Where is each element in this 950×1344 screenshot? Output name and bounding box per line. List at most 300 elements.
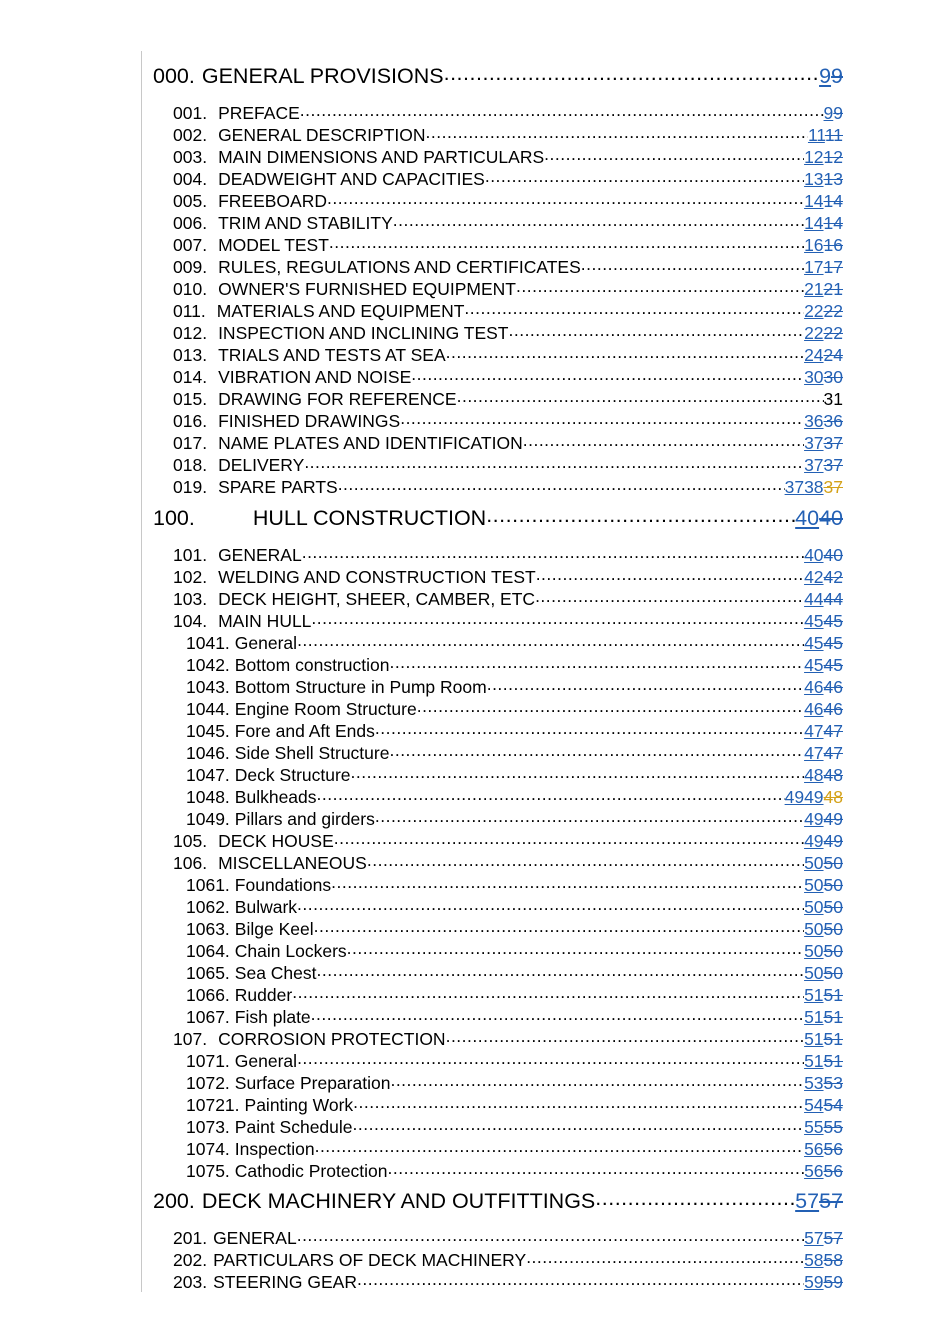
page-number-link[interactable]: 40 xyxy=(804,544,824,565)
entry-number: 006. xyxy=(173,212,208,233)
dot-leader xyxy=(300,101,824,119)
entry-title: Bottom Structure in Pump Room xyxy=(234,676,487,697)
page-number-link[interactable]: 42 xyxy=(804,566,824,587)
toc-entry[interactable] xyxy=(142,277,843,299)
entry-title: Bottom construction xyxy=(234,654,390,675)
page-number-inserted[interactable]: 49 xyxy=(804,786,824,807)
page-number xyxy=(804,191,843,212)
entry-number: 1063. xyxy=(186,918,230,939)
toc-entry[interactable] xyxy=(142,609,843,631)
page-number xyxy=(804,1007,843,1028)
page-number-deleted: 36 xyxy=(823,410,843,431)
entry-number: 1075. xyxy=(186,1160,230,1181)
toc-section xyxy=(141,51,843,497)
page-number-deleted: 24 xyxy=(823,344,843,365)
page-number-link[interactable]: 30 xyxy=(804,366,824,387)
entry-number: 1045. xyxy=(186,720,230,741)
toc-entry[interactable] xyxy=(142,453,843,475)
entry-number: 1047. xyxy=(186,764,230,785)
toc-entry[interactable] xyxy=(142,1049,843,1071)
page-number-deleted: 12 xyxy=(823,146,843,167)
page-number-link[interactable]: 11 xyxy=(807,124,825,145)
toc-entry[interactable] xyxy=(142,895,843,917)
page-number-deleted: 16 xyxy=(823,234,843,255)
page-number-link[interactable]: 51 xyxy=(804,1028,824,1049)
page-number-deleted: 56 xyxy=(823,1138,843,1159)
entry-title: Deck Structure xyxy=(234,764,351,785)
entry-number: 018. xyxy=(173,454,208,475)
entry-title: HULL CONSTRUCTION xyxy=(252,505,487,530)
page-number xyxy=(804,853,843,874)
dot-leader xyxy=(327,189,804,207)
entry-number: 1043. xyxy=(186,676,230,697)
page-number xyxy=(785,787,843,808)
dot-leader xyxy=(389,653,804,671)
page-number-link[interactable]: 37 xyxy=(804,454,824,475)
entry-number: 201. xyxy=(173,1227,208,1248)
entry-title: DECK HEIGHT, SHEER, CAMBER, ETC xyxy=(218,588,536,609)
page-number-deleted: 51 xyxy=(823,984,843,1005)
entry-title: FINISHED DRAWINGS xyxy=(218,410,401,431)
page-number-deleted: 45 xyxy=(823,632,843,653)
page-number-link[interactable]: 57 xyxy=(804,1227,824,1248)
page-number-deleted: 21 xyxy=(823,278,843,299)
page-number-deleted: 51 xyxy=(823,1006,843,1027)
entry-title: NAME PLATES AND IDENTIFICATION xyxy=(218,432,523,453)
page-number-link[interactable]: 9 xyxy=(823,102,834,123)
page-number-link[interactable]: 45 xyxy=(804,610,824,631)
entry-number: 1048. xyxy=(186,786,230,807)
entry-title: MAIN HULL xyxy=(218,610,312,631)
page-number-link[interactable]: 24 xyxy=(804,344,824,365)
dot-leader xyxy=(375,807,804,825)
entry-title: MATERIALS AND EQUIPMENT xyxy=(216,300,465,321)
entry-number: 105. xyxy=(173,830,208,851)
page-number-link[interactable]: 50 xyxy=(804,918,824,939)
page-number xyxy=(804,323,843,344)
entry-title: CORROSION PROTECTION xyxy=(218,1028,446,1049)
page-number-link[interactable]: 57 xyxy=(795,1188,820,1213)
page-number-deleted: 50 xyxy=(823,918,843,939)
page-number-deleted: 59 xyxy=(823,1271,843,1292)
entry-title: MISCELLANEOUS xyxy=(218,852,367,873)
toc-entry[interactable] xyxy=(142,961,843,983)
toc-entry[interactable] xyxy=(142,653,843,675)
dot-leader xyxy=(581,255,804,273)
page-number-link[interactable]: 13 xyxy=(804,168,824,189)
toc-entry[interactable] xyxy=(142,851,843,873)
page-number-deleted: 50 xyxy=(823,896,843,917)
toc-entry[interactable] xyxy=(142,543,843,565)
page-number-link[interactable]: 22 xyxy=(804,300,824,321)
page-number xyxy=(804,345,843,366)
page-number-deleted: 40 xyxy=(819,505,843,530)
page-number-deleted: 58 xyxy=(823,1249,843,1270)
entry-title: MODEL TEST xyxy=(218,234,329,255)
page-number xyxy=(804,875,843,896)
page-number xyxy=(804,1073,843,1094)
dot-leader xyxy=(315,1137,804,1155)
toc-entry[interactable] xyxy=(142,233,843,255)
entry-title: Cathodic Protection xyxy=(234,1160,388,1181)
dot-leader xyxy=(486,503,795,525)
page-number xyxy=(804,1095,843,1116)
page-number-link[interactable]: 48 xyxy=(804,764,824,785)
page-number-link[interactable]: 50 xyxy=(804,896,824,917)
toc-entry[interactable] xyxy=(142,145,843,167)
toc-entry[interactable] xyxy=(142,1270,843,1292)
entry-number: 1062. xyxy=(186,896,230,917)
page-number-link[interactable]: 45 xyxy=(804,632,824,653)
dot-leader xyxy=(375,719,804,737)
entry-number: 200. xyxy=(153,1188,195,1213)
page-number-deleted: 56 xyxy=(823,1160,843,1181)
page-number-link[interactable]: 46 xyxy=(804,698,824,719)
page-number xyxy=(804,411,843,432)
page-number-deleted: 50 xyxy=(823,852,843,873)
dot-leader xyxy=(417,697,804,715)
entry-title: Fish plate xyxy=(234,1006,311,1027)
page-number-deleted: 50 xyxy=(823,940,843,961)
page-number xyxy=(804,963,843,984)
dot-leader xyxy=(444,61,819,83)
entry-title: Chain Lockers xyxy=(234,940,347,961)
page-number xyxy=(804,545,843,566)
dot-leader xyxy=(297,1049,804,1067)
page-number-deleted: 9 xyxy=(831,63,843,88)
page-number-deleted: 42 xyxy=(823,566,843,587)
page-number-link[interactable]: 50 xyxy=(804,940,824,961)
page-number-link[interactable]: 49 xyxy=(804,808,824,829)
toc-entry[interactable] xyxy=(142,917,843,939)
toc-entry[interactable] xyxy=(142,807,843,829)
page-number-link[interactable]: 59 xyxy=(804,1271,824,1292)
page-number xyxy=(804,213,843,234)
entry-title: PREFACE xyxy=(218,102,300,123)
dot-leader xyxy=(544,145,804,163)
page-number xyxy=(804,567,843,588)
toc-entry[interactable] xyxy=(142,431,843,453)
entry-number: 015. xyxy=(173,388,208,409)
page-number-plain: 31 xyxy=(823,388,843,409)
dot-leader xyxy=(390,1071,804,1089)
page-number-link[interactable]: 54 xyxy=(804,1094,824,1115)
page-number-deleted: 30 xyxy=(823,366,843,387)
entry-number: 10721. xyxy=(186,1094,240,1115)
page-number-link[interactable]: 22 xyxy=(804,322,824,343)
page-number-link[interactable]: 45 xyxy=(804,654,824,675)
dot-leader xyxy=(334,829,804,847)
dot-leader xyxy=(595,1186,795,1208)
toc-entry[interactable] xyxy=(142,763,843,785)
entry-number: 009. xyxy=(173,256,208,277)
page-number-link[interactable]: 40 xyxy=(795,505,820,530)
page-number-deleted: 49 xyxy=(823,808,843,829)
page-number-deleted: 47 xyxy=(823,742,843,763)
entry-title: SPARE PARTS xyxy=(218,476,338,497)
toc-entry[interactable] xyxy=(142,255,843,277)
toc-entry[interactable] xyxy=(142,343,843,365)
entry-title: DECK MACHINERY AND OUTFITTINGS xyxy=(201,1188,596,1213)
page-number xyxy=(804,677,843,698)
entry-title: Bulkheads xyxy=(234,786,317,807)
dot-leader xyxy=(314,917,804,935)
page-number xyxy=(804,455,843,476)
page-number xyxy=(804,589,843,610)
entry-title: OWNER'S FURNISHED EQUIPMENT xyxy=(218,278,516,299)
toc-entry[interactable] xyxy=(142,829,843,851)
toc-entry[interactable] xyxy=(142,983,843,1005)
entry-title: Engine Room Structure xyxy=(234,698,417,719)
entry-title: MAIN DIMENSIONS AND PARTICULARS xyxy=(218,146,545,167)
page-number-deleted: 46 xyxy=(823,676,843,697)
page-number-link[interactable]: 55 xyxy=(804,1116,824,1137)
entry-number: 1071. xyxy=(186,1050,230,1071)
page-number-link[interactable]: 53 xyxy=(804,1072,824,1093)
toc-entry[interactable] xyxy=(142,387,843,409)
entry-title: Pillars and girders xyxy=(234,808,375,829)
dot-leader xyxy=(297,895,804,913)
dot-leader xyxy=(304,453,804,471)
page-number-link[interactable]: 49 xyxy=(804,830,824,851)
page-number xyxy=(804,985,843,1006)
page-number-deleted: 13 xyxy=(823,168,843,189)
page-number-deleted: 40 xyxy=(823,544,843,565)
page-number-deleted: 47 xyxy=(823,720,843,741)
toc-entry[interactable] xyxy=(142,101,843,123)
entry-number: 103. xyxy=(173,588,208,609)
toc-entry[interactable] xyxy=(142,939,843,961)
page-number-link[interactable]: 9 xyxy=(819,63,832,88)
entry-title: Sea Chest xyxy=(234,962,317,983)
entry-number: 203. xyxy=(173,1271,208,1292)
toc-entry[interactable] xyxy=(142,167,843,189)
entry-title: Surface Preparation xyxy=(234,1072,391,1093)
entry-number: 004. xyxy=(173,168,208,189)
dot-leader xyxy=(508,321,804,339)
page-number-deleted: 11 xyxy=(824,124,843,145)
dot-leader xyxy=(446,1027,804,1045)
page-number-link[interactable]: 49 xyxy=(784,786,805,807)
entry-title: GENERAL PROVISIONS xyxy=(201,63,444,88)
page-number xyxy=(804,743,843,764)
dot-leader xyxy=(292,983,804,1001)
page-number xyxy=(804,1029,843,1050)
page-number-link[interactable]: 46 xyxy=(804,676,824,697)
dot-leader xyxy=(426,123,808,141)
dot-leader xyxy=(487,675,804,693)
toc-section xyxy=(141,493,843,1181)
dot-leader xyxy=(389,741,804,759)
page-number xyxy=(804,919,843,940)
dot-leader xyxy=(523,431,804,449)
toc-entry[interactable] xyxy=(142,873,843,895)
page-number-link[interactable]: 50 xyxy=(804,962,824,983)
toc-entry[interactable] xyxy=(142,697,843,719)
entry-number: 001. xyxy=(173,102,208,123)
page-number-deleted: 45 xyxy=(823,610,843,631)
page-number-link[interactable]: 50 xyxy=(804,874,824,895)
page-number-link[interactable]: 14 xyxy=(804,212,824,233)
page-number-link[interactable]: 50 xyxy=(804,852,824,873)
entry-number: 1064. xyxy=(186,940,230,961)
entry-number: 202. xyxy=(173,1249,208,1270)
dot-leader xyxy=(357,1270,804,1288)
page-number-deleted: 48 xyxy=(823,764,843,785)
page-number-link[interactable]: 14 xyxy=(804,190,824,211)
toc-entry[interactable] xyxy=(142,1115,843,1137)
entry-number: 1066. xyxy=(186,984,230,1005)
toc-heading[interactable] xyxy=(142,1176,843,1220)
entry-number: 1041. xyxy=(186,632,230,653)
entry-number: 1042. xyxy=(186,654,230,675)
page-number xyxy=(804,831,843,852)
toc-entry[interactable] xyxy=(142,785,843,807)
dot-leader xyxy=(393,211,804,229)
page-number xyxy=(804,257,843,278)
entry-title: GENERAL DESCRIPTION xyxy=(218,124,426,145)
dot-leader xyxy=(317,961,805,979)
toc-section xyxy=(141,1176,843,1292)
page-number-link[interactable]: 12 xyxy=(804,146,824,167)
toc-entry[interactable] xyxy=(142,719,843,741)
entry-title: STEERING GEAR xyxy=(213,1271,357,1292)
entry-number: 106. xyxy=(173,852,208,873)
page-number xyxy=(804,147,843,168)
entry-title: TRIALS AND TESTS AT SEA xyxy=(218,344,446,365)
toc-entry[interactable] xyxy=(142,1093,843,1115)
toc-entry[interactable] xyxy=(142,189,843,211)
toc-entry[interactable] xyxy=(142,675,843,697)
toc-entry[interactable] xyxy=(142,1226,843,1248)
entry-title: General xyxy=(234,632,298,653)
page-number-deleted: 53 xyxy=(823,1072,843,1093)
page-number xyxy=(804,433,843,454)
page-number xyxy=(804,655,843,676)
page-number xyxy=(804,1250,843,1271)
page-number-link[interactable]: 36 xyxy=(804,410,824,431)
toc-entry[interactable] xyxy=(142,1248,843,1270)
toc-entry[interactable] xyxy=(142,1027,843,1049)
entry-title: Foundations xyxy=(234,874,332,895)
page-number xyxy=(824,103,843,124)
dot-leader xyxy=(331,873,804,891)
toc-entry[interactable] xyxy=(142,741,843,763)
page-number xyxy=(804,809,843,830)
page-number xyxy=(819,64,843,89)
toc-entry[interactable] xyxy=(142,631,843,653)
dot-leader xyxy=(536,565,804,583)
page-number-link[interactable]: 51 xyxy=(804,1006,824,1027)
page-number-deleted: 51 xyxy=(823,1050,843,1071)
dot-leader xyxy=(367,851,804,869)
toc-heading[interactable] xyxy=(142,51,843,95)
page-number-inserted[interactable]: 38 xyxy=(804,476,824,497)
entry-title: Fore and Aft Ends xyxy=(234,720,375,741)
page-number-link[interactable]: 16 xyxy=(804,234,824,255)
page-number xyxy=(808,125,843,146)
toc-entry[interactable] xyxy=(142,1137,843,1159)
page-number-deleted-moved: 37 xyxy=(823,476,843,497)
entry-title: FREEBOARD xyxy=(218,190,327,211)
page-number-link[interactable]: 56 xyxy=(804,1138,824,1159)
entry-number: 003. xyxy=(173,146,208,167)
page-number xyxy=(804,633,843,654)
page-number-deleted: 51 xyxy=(823,1028,843,1049)
page-number-deleted: 37 xyxy=(823,454,843,475)
page-number xyxy=(804,169,843,190)
dot-leader xyxy=(353,1093,804,1111)
toc-entry[interactable] xyxy=(142,365,843,387)
toc-entry[interactable] xyxy=(142,409,843,431)
entry-number: 013. xyxy=(173,344,208,365)
toc-entry[interactable] xyxy=(142,1071,843,1093)
entry-title: DECK HOUSE xyxy=(218,830,334,851)
toc-entry[interactable] xyxy=(142,587,843,609)
page-number-deleted: 50 xyxy=(823,962,843,983)
page-number-link[interactable]: 47 xyxy=(804,742,824,763)
page-number-link[interactable]: 17 xyxy=(804,256,824,277)
toc-heading[interactable] xyxy=(142,493,843,537)
dot-leader xyxy=(297,631,804,649)
entry-title: Side Shell Structure xyxy=(234,742,390,763)
page-number-link[interactable]: 51 xyxy=(804,1050,824,1071)
dot-leader xyxy=(411,365,804,383)
page-number-deleted: 22 xyxy=(823,322,843,343)
entry-title: GENERAL xyxy=(218,544,302,565)
entry-title: Inspection xyxy=(234,1138,315,1159)
page-number xyxy=(804,279,843,300)
page-number-deleted: 22 xyxy=(823,300,843,321)
page-number-deleted: 17 xyxy=(823,256,843,277)
page-number xyxy=(804,721,843,742)
entry-number: 1067. xyxy=(186,1006,230,1027)
entry-number: 104. xyxy=(173,610,208,631)
dot-leader xyxy=(535,587,804,605)
dot-leader xyxy=(311,1005,804,1023)
entry-title: WELDING AND CONSTRUCTION TEST xyxy=(218,566,536,587)
page-number-link[interactable]: 37 xyxy=(784,476,805,497)
page-number xyxy=(795,506,843,531)
entry-title: DEADWEIGHT AND CAPACITIES xyxy=(218,168,485,189)
dot-leader xyxy=(311,609,804,627)
toc-entry[interactable] xyxy=(142,565,843,587)
page-number-link[interactable]: 56 xyxy=(804,1160,824,1181)
page-number-link[interactable]: 37 xyxy=(804,432,824,453)
entry-number: 1044. xyxy=(186,698,230,719)
toc-entry[interactable] xyxy=(142,211,843,233)
entry-number: 014. xyxy=(173,366,208,387)
dot-leader xyxy=(329,233,804,251)
toc-entry[interactable] xyxy=(142,1005,843,1027)
page-number-link[interactable]: 44 xyxy=(804,588,824,609)
page-number-link[interactable]: 47 xyxy=(804,720,824,741)
dot-leader xyxy=(347,939,804,957)
page-number-link[interactable]: 51 xyxy=(804,984,824,1005)
dot-leader xyxy=(297,1226,804,1244)
toc-entry[interactable] xyxy=(142,123,843,145)
page-number-link[interactable]: 58 xyxy=(804,1249,824,1270)
entry-title: PARTICULARS OF DECK MACHINERY xyxy=(213,1249,527,1270)
page-number-link[interactable]: 21 xyxy=(804,278,824,299)
toc-entry[interactable] xyxy=(142,299,843,321)
page-number xyxy=(804,699,843,720)
toc-entry[interactable] xyxy=(142,321,843,343)
entry-number: 1074. xyxy=(186,1138,230,1159)
page-number xyxy=(804,765,843,786)
entry-number: 000. xyxy=(153,63,195,88)
entry-number: 011. xyxy=(173,300,206,321)
